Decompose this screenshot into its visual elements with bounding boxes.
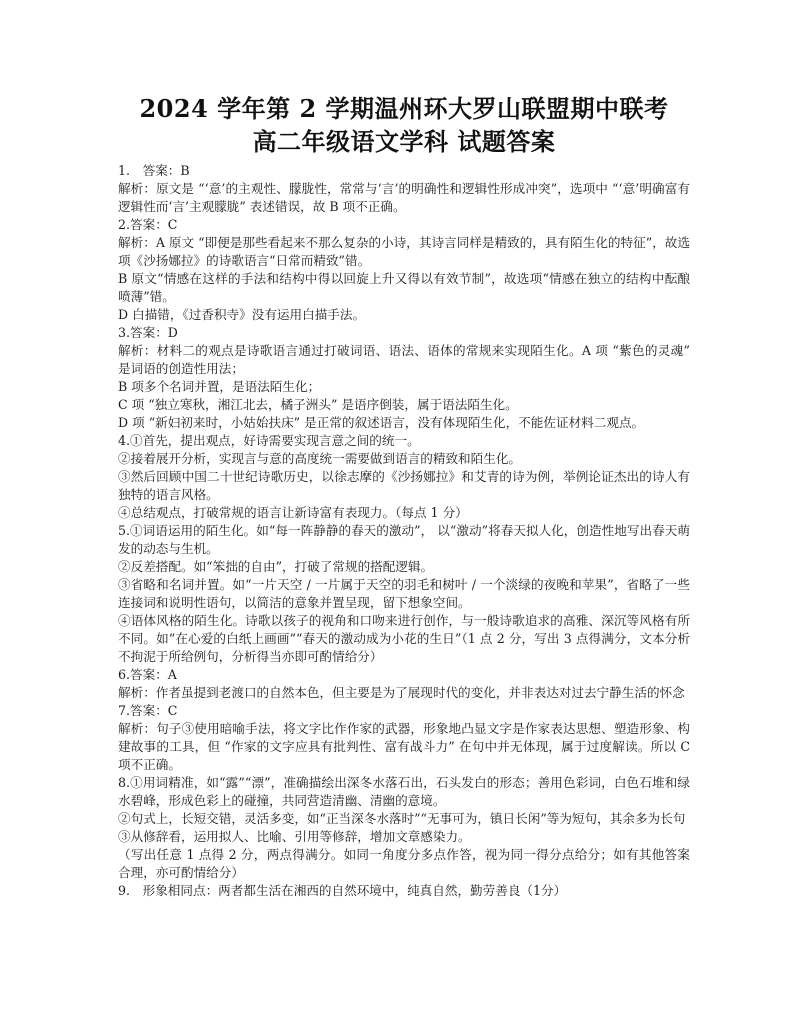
answer-paragraph: 解析：句子③使用暗喻手法，将文字比作作家的武器，形象地凸显文字是作家表达思想、塑造形象、构建故事的工具，但 “作家的文字应具有批判性、富有战斗力” 在句中并无体现，属于过度解读。所以 C 项不正确。 — [118, 721, 690, 772]
answer-paragraph: ②反差搭配。如“笨拙的自由”，打破了常规的搭配逻辑。 — [118, 559, 434, 574]
answer-body — [118, 162, 690, 900]
answer-paragraph: 2.答案：C — [118, 217, 178, 232]
answer-paragraph: C 项 “独立寒秋，湘江北去，橘子洲头” 是语序倒装，属于语法陌生化。 — [118, 397, 518, 412]
answer-paragraph: 解析：作者虽提到老渡口的自然本色，但主要是为了展现时代的变化，并非表达对过去宁静生活的怀念 — [118, 685, 685, 700]
answer-paragraph: ②句式上，长短交错，灵活多变，如“正当深冬水落时”“无事可为，镇日长闲”等为短句，其余多为长句 — [118, 811, 686, 826]
answer-paragraph: 解析：材料二的观点是诗歌语言通过打破词语、语法、语体的常规来实现陌生化。A 项 “紫色的灵魂” 是词语的创造性用法； — [118, 343, 690, 376]
answer-paragraph: ③从修辞看，运用拟人、比喻、引用等修辞，增加文章感染力。 — [118, 829, 471, 844]
answer-paragraph: 3.答案：D — [118, 325, 178, 340]
answer-paragraph: 9. 形象相同点：两者都生活在湘西的自然环境中，纯真自然，勤劳善良（1分） — [118, 883, 567, 898]
answer-paragraph: ③然后回顾中国二十世纪诗歌历史，以徐志摩的《沙扬娜拉》和艾青的诗为例，举例论证杰出的诗人有独特的语言风格。 — [118, 469, 690, 502]
answer-paragraph: ②接着展开分析，实现言与意的高度统一需要做到语言的精致和陌生化。 — [118, 451, 521, 466]
document-title-line1: 2024 学年第 2 学期温州环大罗山联盟期中联考 — [139, 94, 669, 123]
answer-paragraph: 5.①词语运用的陌生化。如“每一阵静静的春天的激动”， 以“激动”将春天拟人化，创造性地写出春天萌发的动态与生机。 — [118, 523, 690, 556]
answer-paragraph: ④语体风格的陌生化。诗歌以孩子的视角和口吻来进行创作，与一般诗歌追求的高雅、深沉等风格有所不同。如“在心爱的白纸上画画”“春天的激动成为小花的生日”（1 点 2 分，写出 3 点得满分，文本分析不拘泥于所给例句，分析得当亦即可酌情给分） — [118, 613, 690, 664]
document-title-line2: 高二年级语文学科 试题答案 — [252, 127, 556, 156]
answer-paragraph: B 原文“情感在这样的手法和结构中得以回旋上升又得以有效节制”，故选项“情感在独立的结构中酝酿喷薄”错。 — [118, 271, 690, 304]
answer-paragraph: B 项多个名词并置，是语法陌生化； — [118, 379, 321, 394]
answer-paragraph: 1. 答案：B — [118, 163, 190, 178]
answer-paragraph: （写出任意 1 点得 2 分，两点得满分。如同一角度分多点作答，视为同一得分点给分；如有其他答案合理，亦可酌情给分） — [118, 847, 690, 880]
answer-paragraph: D 白描错，《过香积寺》没有运用白描手法。 — [118, 307, 366, 322]
answer-paragraph: ④总结观点，打破常规的语言让新诗富有表现力。（每点 1 分） — [118, 505, 468, 520]
answer-paragraph: ③省略和名词并置。如“一片天空 / 一片属于天空的羽毛和树叶 / 一个淡绿的夜晚和苹果”，省略了一些连接词和说明性语句，以简洁的意象并置呈现，留下想象空间。 — [118, 577, 690, 610]
answer-paragraph: 4.①首先，提出观点，好诗需要实现言意之间的统一。 — [118, 433, 420, 448]
answer-paragraph: 8.①用词精准，如“露”“漂”，准确描绘出深冬水落石出，石头发白的形态；善用色彩词，白色石堆和绿水碧峰，形成色彩上的碰撞，共同营造清幽、清幽的意境。 — [118, 775, 690, 808]
answer-paragraph: 解析：原文是 “‘意’的主观性、朦胧性，常常与‘言’的明确性和逻辑性形成冲突”，选项中 “‘意’明确富有逻辑性而‘言’主观朦胧” 表述错误，故 B 项不正确。 — [118, 181, 690, 214]
answer-paragraph: 6.答案：A — [118, 667, 177, 682]
answer-paragraph: D 项 “新妇初来时，小姑始扶床” 是正常的叙述语言，没有体现陌生化，不能佐证材料二观点。 — [118, 415, 645, 430]
answer-paragraph: 7.答案：C — [118, 703, 178, 718]
answer-paragraph: 解析：A 原文 “即便是那些看起来不那么复杂的小诗，其诗言同样是精致的，具有陌生化的特征”，故选项《沙扬娜拉》的诗歌语言“日常而精致”错。 — [118, 235, 690, 268]
